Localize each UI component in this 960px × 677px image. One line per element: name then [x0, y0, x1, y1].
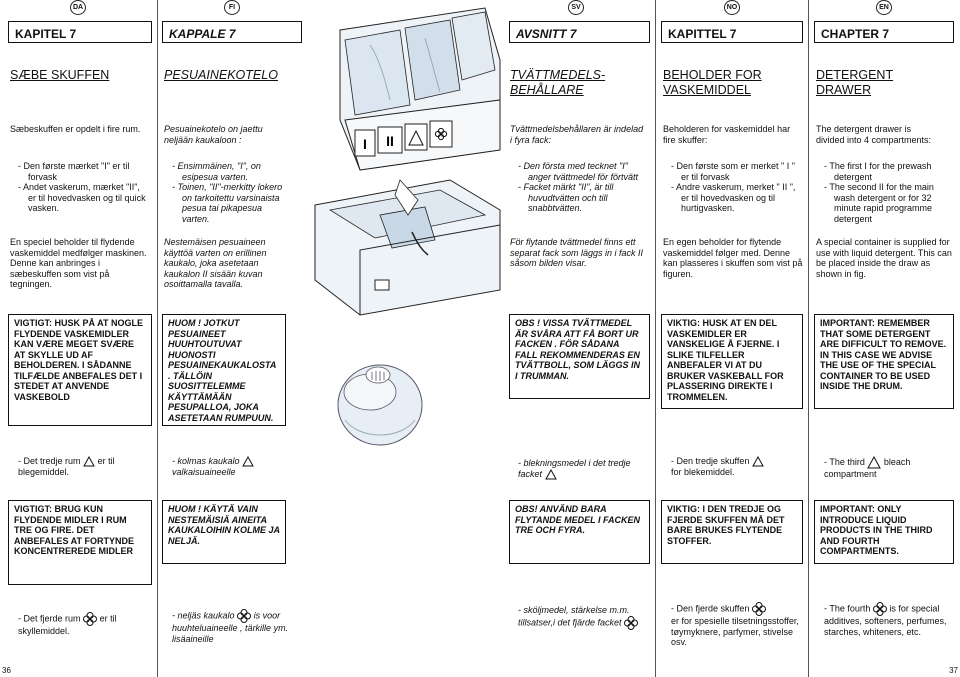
page-number-right: 37	[949, 666, 958, 675]
intro-sv: Tvättmedelsbehållaren är indelad i fyra fack:	[510, 124, 644, 145]
compartment-list-en	[824, 161, 954, 224]
warning-box-liquid-en: IMPORTANT: ONLY INTRODUCE LIQUID PRODUCTS IN THE THIRD AND FOURTH COMPARTMENTS.	[814, 500, 954, 564]
liquid-container-text-no: En egen beholder for flytende vaskemiddel følger med. Denne kan plasseres i skuffen som vist på figuren.	[663, 237, 803, 279]
drawer-illustration	[300, 0, 505, 465]
list-item: - Den första med tecknet "I" anger tvättmedel för förtvätt	[518, 161, 639, 182]
liquid-container-drawer	[315, 180, 500, 315]
third-compartment-da: - Det tredje rum er til blegemiddel.	[18, 456, 115, 478]
bleach-icon	[867, 456, 881, 469]
third-compartment-no: - Den tredje skuffen for blekemiddel.	[671, 456, 801, 478]
intro-fi: Pesuainekotelo on jaettu neljään kaukaloon :	[164, 124, 263, 145]
list-item: - Facket märkt "II", är till huvudtvätten och till snabbtvätten.	[518, 182, 614, 213]
intro-en: The detergent drawer is divided into 4 compartments:	[816, 124, 932, 145]
softener-flower-icon	[83, 612, 97, 626]
fourth-compartment-da: - Det fjerde rum er til skyllemiddel.	[18, 613, 117, 636]
section-title-da: SÆBE SKUFFEN	[10, 68, 110, 82]
intro-da: Sæbeskuffen er opdelt i fire rum.	[10, 124, 141, 134]
language-flag-no: NO	[724, 0, 740, 15]
section-title-fi: PESUAINEKOTELO	[164, 68, 278, 82]
warning-box-fi: HUOM ! JOTKUT PESUAINEET HUUHTOUTUVAT HUONOSTI PESUAINEKAUKALOSTA . TÄLLÖIN SUOSITTELEMME KÄYTTÄMÄÄN PESUPALLOA, JOKA ASETETAAN RUMPUUN.	[162, 314, 286, 426]
bleach-icon	[242, 456, 254, 467]
bleach-icon	[83, 456, 95, 467]
warning-box-liquid-fi: HUOM ! KÄYTÄ VAIN NESTEMÄISIÄ AINEITA KAUKALOIHIN KOLME JA NELJÄ.	[162, 500, 286, 564]
section-title-sv: TVÄTTMEDELS-BEHÅLLARE	[510, 68, 606, 97]
language-flag-fi: FI	[224, 0, 240, 15]
intro-no: Beholderen for vaskemiddel har fire skuffer:	[663, 124, 791, 145]
softener-flower-icon	[873, 602, 887, 616]
softener-flower-icon	[752, 602, 766, 616]
warning-box-liquid-no: VIKTIG: I DEN TREDJE OG FJERDE SKUFFEN MÅ DET BARE BRUKES FLYTENDE STOFFER.	[661, 500, 803, 564]
language-flag-en: EN	[876, 0, 892, 15]
softener-flower-icon	[237, 609, 251, 623]
compartment-list-da	[18, 161, 148, 214]
dosing-ball	[338, 365, 422, 445]
chapter-heading-en: CHAPTER 7	[814, 21, 954, 43]
compartment-label-ii: II	[386, 133, 394, 149]
warning-box-liquid-sv: OBS! ANVÄND BARA FLYTANDE MEDEL I FACKEN TRE OCH FYRA.	[509, 500, 650, 564]
liquid-container-text-da: En speciel beholder til flydende vaskemiddel medfølger maskinen. Denne kan anbringes i sæbeskuffen som vist på tegningen.	[10, 237, 147, 289]
warning-box-en: IMPORTANT: REMEMBER THAT SOME DETERGENT ARE DIFFICULT TO REMOVE. IN THIS CASE WE ADVISE THE USE OF THE SPECIAL CONTAINER TO BE USED INSIDE THE DRUM.	[814, 314, 954, 409]
bleach-icon	[752, 456, 764, 467]
compartment-list-no	[671, 161, 801, 214]
list-item: - The second II for the main wash detergent or for 32 minute rapid programme detergent	[824, 182, 934, 224]
page-number-left: 36	[2, 666, 11, 675]
warning-box-sv: OBS ! VISSA TVÄTTMEDEL ÄR SVÅRA ATT FÅ BORT UR FACKEN . FÖR SÅDANA FALL REKOMMENDERAS EN TVÄTTBOLL, SOM LÄGGS IN I TRUMMAN.	[509, 314, 650, 399]
third-compartment-fi: - kolmas kaukalo valkaisuaineelle	[172, 456, 292, 478]
compartment-list-sv	[518, 161, 648, 214]
section-title-no: BEHOLDER FOR VASKEMIDDEL	[663, 68, 762, 97]
list-item: - Ensimmäinen, "I", on esipesua varten.	[172, 161, 261, 182]
third-compartment-en: - The third bleach compartment	[824, 456, 911, 479]
warning-box-liquid-da: VIGTIGT: BRUG KUN FLYDENDE MIDLER I RUM TRE OG FIRE. DET ANBEFALES AT FORTYNDE KONCENTREREDE MIDLER	[8, 500, 152, 585]
fourth-compartment-fi: - neljäs kaukalo is voor huuhteluaineelle , tärkille ym. lisäaineille	[172, 610, 289, 644]
compartment-label-i: I	[363, 136, 367, 152]
column-divider	[808, 0, 809, 677]
warning-box-no: VIKTIG: HUSK AT EN DEL VASKEMIDLER ER VANSKELIGE Å FJERNE. I SLIKE TILFELLER ANBEFALER VI AT DU BRUKER VASKEBALL FOR PLASSERING DIREKTE I TROMMELEN.	[661, 314, 803, 409]
bleach-icon	[545, 469, 557, 480]
chapter-heading-fi: KAPPALE 7	[162, 21, 302, 43]
list-item: - Toinen, "II"-merkitty lokero on tarkoitettu varsinaista pesua tai pikapesua varten.	[172, 182, 283, 224]
language-flag-sv: SV	[568, 0, 584, 15]
liquid-container-text-fi: Nestemäisen pesuaineen käyttöä varten on erillinen kaukalo, joka asetetaan kaukalon II sisään kuvan osoittamalla tavalla.	[164, 237, 267, 289]
column-divider	[157, 0, 158, 677]
fourth-compartment-sv: - sköljmedel, stärkelse m.m. tillsatser,i det fjärde facket	[518, 605, 643, 630]
compartment-list-fi	[172, 161, 292, 224]
liquid-container-text-sv: För flytande tvättmedel finns ett separat fack som läggs in i fack II såsom bilden visar.	[510, 237, 644, 268]
list-item: - Andet vaskerum, mærket "II", er til hovedvasken og til quick vasken.	[18, 182, 146, 213]
warning-box-da: VIGTIGT: HUSK PÅ AT NOGLE FLYDENDE VASKEMIDLER KAN VÆRE MEGET SVÆRE AT SKYLLE UD AF BEHOLDEREN. I SÅDANNE TILFÆLDE ANBEFALES DET I STEDET AT ANVENDE VASKEBOLD	[8, 314, 152, 426]
list-item: - Den første mærket "I" er til forvask	[18, 161, 130, 182]
softener-flower-icon	[624, 616, 638, 630]
chapter-heading-no: KAPITTEL 7	[661, 21, 803, 43]
list-item: - Andre vaskerum, merket " II ", er til hovedvasken og til hurtigvasken.	[671, 182, 796, 213]
third-compartment-sv: - blekningsmedel i det tredje facket	[518, 458, 631, 479]
list-item: - The first I for the prewash detergent	[824, 161, 932, 182]
column-divider	[655, 0, 656, 677]
chapter-heading-da: KAPITEL 7	[8, 21, 152, 43]
list-item: - Den første som er merket " I " er til forvask	[671, 161, 795, 182]
chapter-heading-sv: AVSNITT 7	[509, 21, 650, 43]
language-flag-da: DA	[70, 0, 86, 15]
section-title-en: DETERGENT DRAWER	[816, 68, 894, 97]
fourth-compartment-no: - Den fjerde skuffen er for spesielle tilsetningsstoffer, tøymyknere, parfymer, stivelse osv.	[671, 603, 799, 647]
liquid-container-text-en: A special container is supplied for use with liquid detergent. This can be placed inside the draw as shown in fig.	[816, 237, 952, 279]
fourth-compartment-en: - The fourth is for special additives, softeners, perfumes, starches, whiteners, etc.	[824, 603, 947, 637]
